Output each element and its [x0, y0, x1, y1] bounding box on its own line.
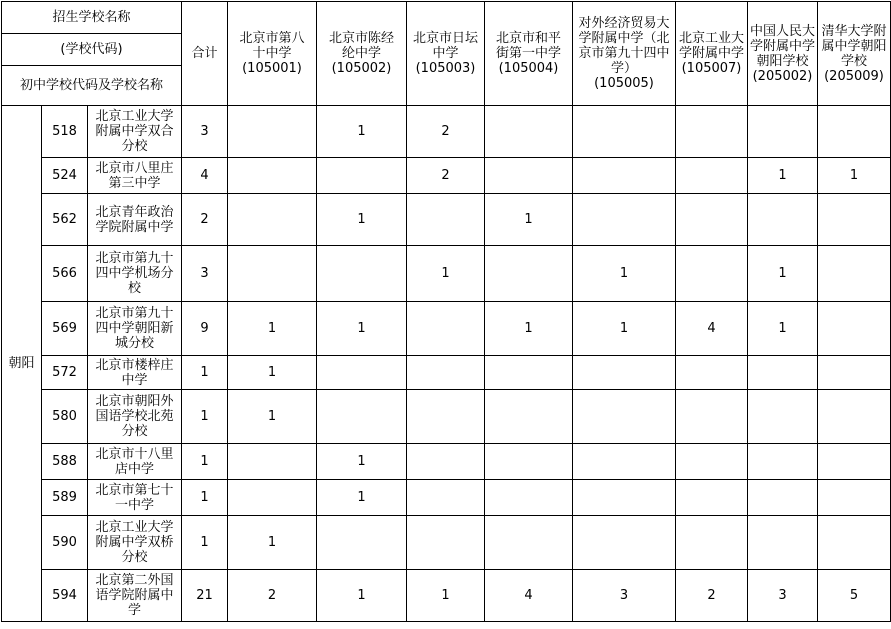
- row-total: 3: [182, 246, 228, 302]
- quota-cell: [573, 356, 676, 390]
- quota-cell: [228, 106, 317, 158]
- school-name: 中国人民大学附属中学朝阳学校: [750, 23, 816, 69]
- school-name: 北京市日坛中学: [413, 31, 479, 61]
- quota-cell: [818, 516, 891, 570]
- quota-cell: [573, 480, 676, 516]
- header-school-5: [676, 2, 748, 106]
- row-total: 1: [182, 356, 228, 390]
- row-total: 1: [182, 444, 228, 480]
- junior-school-name: 北京市第九十四中学朝阳新城分校: [88, 302, 182, 356]
- quota-cell: [407, 516, 485, 570]
- row-total: 1: [182, 516, 228, 570]
- quota-cell: [407, 302, 485, 356]
- quota-cell: [748, 444, 818, 480]
- school-code: (205002): [752, 68, 813, 84]
- junior-school-name: 北京市八里庄第三中学: [88, 158, 182, 194]
- quota-cell: [573, 516, 676, 570]
- school-name: 北京市陈经纶中学: [328, 31, 394, 61]
- quota-cell: 1: [818, 158, 891, 194]
- quota-cell: [748, 106, 818, 158]
- quota-cell: [485, 106, 573, 158]
- junior-school-code: 594: [42, 570, 88, 622]
- quota-cell: [317, 356, 407, 390]
- quota-cell: 2: [407, 158, 485, 194]
- junior-school-code: 588: [42, 444, 88, 480]
- junior-school-name: 北京市十八里店中学: [88, 444, 182, 480]
- quota-cell: [818, 246, 891, 302]
- table-row: [2, 106, 891, 158]
- quota-cell: [407, 444, 485, 480]
- quota-cell: [818, 390, 891, 444]
- quota-cell: 1: [485, 194, 573, 246]
- quota-cell: 1: [317, 480, 407, 516]
- row-total: 9: [182, 302, 228, 356]
- header-school-2: [407, 2, 485, 106]
- header-junior-school-label: 初中学校代码及学校名称: [2, 66, 182, 106]
- table-row: [2, 516, 891, 570]
- header-total: 合计: [182, 2, 228, 106]
- table-row: [2, 480, 891, 516]
- quota-cell: [748, 194, 818, 246]
- quota-cell: [228, 480, 317, 516]
- quota-cell: 5: [818, 570, 891, 622]
- school-code: (105004): [498, 61, 559, 76]
- school-code: (105007): [681, 61, 742, 76]
- quota-cell: [407, 194, 485, 246]
- quota-cell: [748, 480, 818, 516]
- junior-school-name: 北京第二外国语学院附属中学: [88, 570, 182, 622]
- quota-cell: 1: [573, 246, 676, 302]
- quota-cell: [407, 480, 485, 516]
- school-code: (205009): [824, 68, 884, 84]
- quota-cell: [228, 158, 317, 194]
- table-row: [2, 194, 891, 246]
- junior-school-code: 580: [42, 390, 88, 444]
- quota-cell: 1: [317, 570, 407, 622]
- row-total: 2: [182, 194, 228, 246]
- quota-cell: [485, 356, 573, 390]
- quota-cell: 1: [228, 390, 317, 444]
- quota-cell: [317, 516, 407, 570]
- quota-cell: [485, 516, 573, 570]
- quota-cell: [748, 390, 818, 444]
- quota-cell: 1: [485, 302, 573, 356]
- quota-cell: [407, 356, 485, 390]
- header-row-1: [2, 2, 891, 34]
- quota-cell: [573, 390, 676, 444]
- quota-cell: [676, 194, 748, 246]
- table-row: [2, 246, 891, 302]
- quota-cell: [573, 444, 676, 480]
- quota-cell: [485, 480, 573, 516]
- junior-school-code: 566: [42, 246, 88, 302]
- row-total: 4: [182, 158, 228, 194]
- quota-cell: [676, 158, 748, 194]
- quota-cell: 1: [228, 356, 317, 390]
- quota-cell: 2: [407, 106, 485, 158]
- table-row: [2, 390, 891, 444]
- quota-cell: 1: [748, 158, 818, 194]
- quota-cell: [818, 194, 891, 246]
- quota-cell: 2: [228, 570, 317, 622]
- table-row: [2, 158, 891, 194]
- header-school-3: [485, 2, 573, 106]
- junior-school-name: 北京市第七十一中学: [88, 480, 182, 516]
- row-total: 1: [182, 480, 228, 516]
- school-code: (105005): [594, 76, 654, 91]
- quota-cell: 1: [317, 106, 407, 158]
- quota-cell: [485, 246, 573, 302]
- quota-cell: 1: [407, 570, 485, 622]
- junior-school-name: 北京工业大学附属中学双合分校: [88, 106, 182, 158]
- quota-cell: 1: [748, 246, 818, 302]
- quota-cell: 4: [485, 570, 573, 622]
- quota-cell: 1: [748, 302, 818, 356]
- quota-cell: [676, 444, 748, 480]
- quota-cell: 3: [748, 570, 818, 622]
- quota-cell: 3: [573, 570, 676, 622]
- quota-cell: [228, 246, 317, 302]
- quota-cell: 1: [407, 246, 485, 302]
- table-row: [2, 302, 891, 356]
- header-school-4: [573, 2, 676, 106]
- quota-cell: [818, 302, 891, 356]
- quota-cell: [228, 444, 317, 480]
- header-school-1: [317, 2, 407, 106]
- quota-cell: 1: [228, 516, 317, 570]
- junior-school-code: 590: [42, 516, 88, 570]
- quota-cell: [573, 158, 676, 194]
- school-name: 北京市第八十中学: [239, 31, 305, 61]
- quota-cell: 4: [676, 302, 748, 356]
- quota-cell: [573, 194, 676, 246]
- junior-school-name: 北京市朝阳外国语学校北苑分校: [88, 390, 182, 444]
- junior-school-name: 北京市楼梓庄中学: [88, 356, 182, 390]
- header-school-6: [748, 2, 818, 106]
- quota-cell: [485, 158, 573, 194]
- junior-school-code: 524: [42, 158, 88, 194]
- school-code: (105001): [242, 61, 302, 76]
- header-school-code-label: (学校代码): [2, 34, 182, 66]
- junior-school-name: 北京工业大学附属中学双桥分校: [88, 516, 182, 570]
- quota-cell: [818, 106, 891, 158]
- table-row: [2, 570, 891, 622]
- header-school-7: [818, 2, 891, 106]
- row-total: 3: [182, 106, 228, 158]
- table-row: [2, 356, 891, 390]
- quota-cell: 1: [317, 444, 407, 480]
- quota-cell: 1: [228, 302, 317, 356]
- quota-cell: [317, 158, 407, 194]
- quota-cell: 1: [317, 302, 407, 356]
- row-total: 1: [182, 390, 228, 444]
- quota-cell: [485, 390, 573, 444]
- school-name: 北京市和平街第一中学: [495, 31, 561, 61]
- quota-cell: [676, 246, 748, 302]
- region-cell: 朝阳: [2, 106, 42, 622]
- quota-cell: [676, 516, 748, 570]
- table-row: [2, 444, 891, 480]
- quota-cell: [818, 444, 891, 480]
- school-name: 对外经济贸易大学附属中学（北京市第九十四中学）: [578, 16, 670, 76]
- school-code: (105003): [415, 61, 476, 76]
- quota-cell: [317, 246, 407, 302]
- junior-school-name: 北京市第九十四中学机场分校: [88, 246, 182, 302]
- junior-school-code: 569: [42, 302, 88, 356]
- junior-school-code: 572: [42, 356, 88, 390]
- quota-cell: [317, 390, 407, 444]
- quota-cell: [748, 356, 818, 390]
- quota-cell: [676, 390, 748, 444]
- junior-school-name: 北京青年政治学院附属中学: [88, 194, 182, 246]
- junior-school-code: 518: [42, 106, 88, 158]
- junior-school-code: 589: [42, 480, 88, 516]
- school-name: 清华大学附属中学朝阳学校: [821, 23, 887, 69]
- admission-table: [1, 1, 891, 622]
- quota-cell: [228, 194, 317, 246]
- quota-cell: [485, 444, 573, 480]
- quota-cell: [818, 356, 891, 390]
- quota-cell: 1: [317, 194, 407, 246]
- quota-cell: [573, 106, 676, 158]
- quota-cell: [818, 480, 891, 516]
- school-code: (105002): [331, 61, 392, 76]
- header-school-name-label: 招生学校名称: [2, 2, 182, 34]
- quota-cell: [676, 106, 748, 158]
- quota-cell: 1: [573, 302, 676, 356]
- header-school-0: [228, 2, 317, 106]
- row-total: 21: [182, 570, 228, 622]
- junior-school-code: 562: [42, 194, 88, 246]
- quota-cell: [676, 480, 748, 516]
- quota-cell: 2: [676, 570, 748, 622]
- quota-cell: [676, 356, 748, 390]
- school-name: 北京工业大学附属中学: [678, 31, 744, 61]
- quota-cell: [407, 390, 485, 444]
- quota-cell: [748, 516, 818, 570]
